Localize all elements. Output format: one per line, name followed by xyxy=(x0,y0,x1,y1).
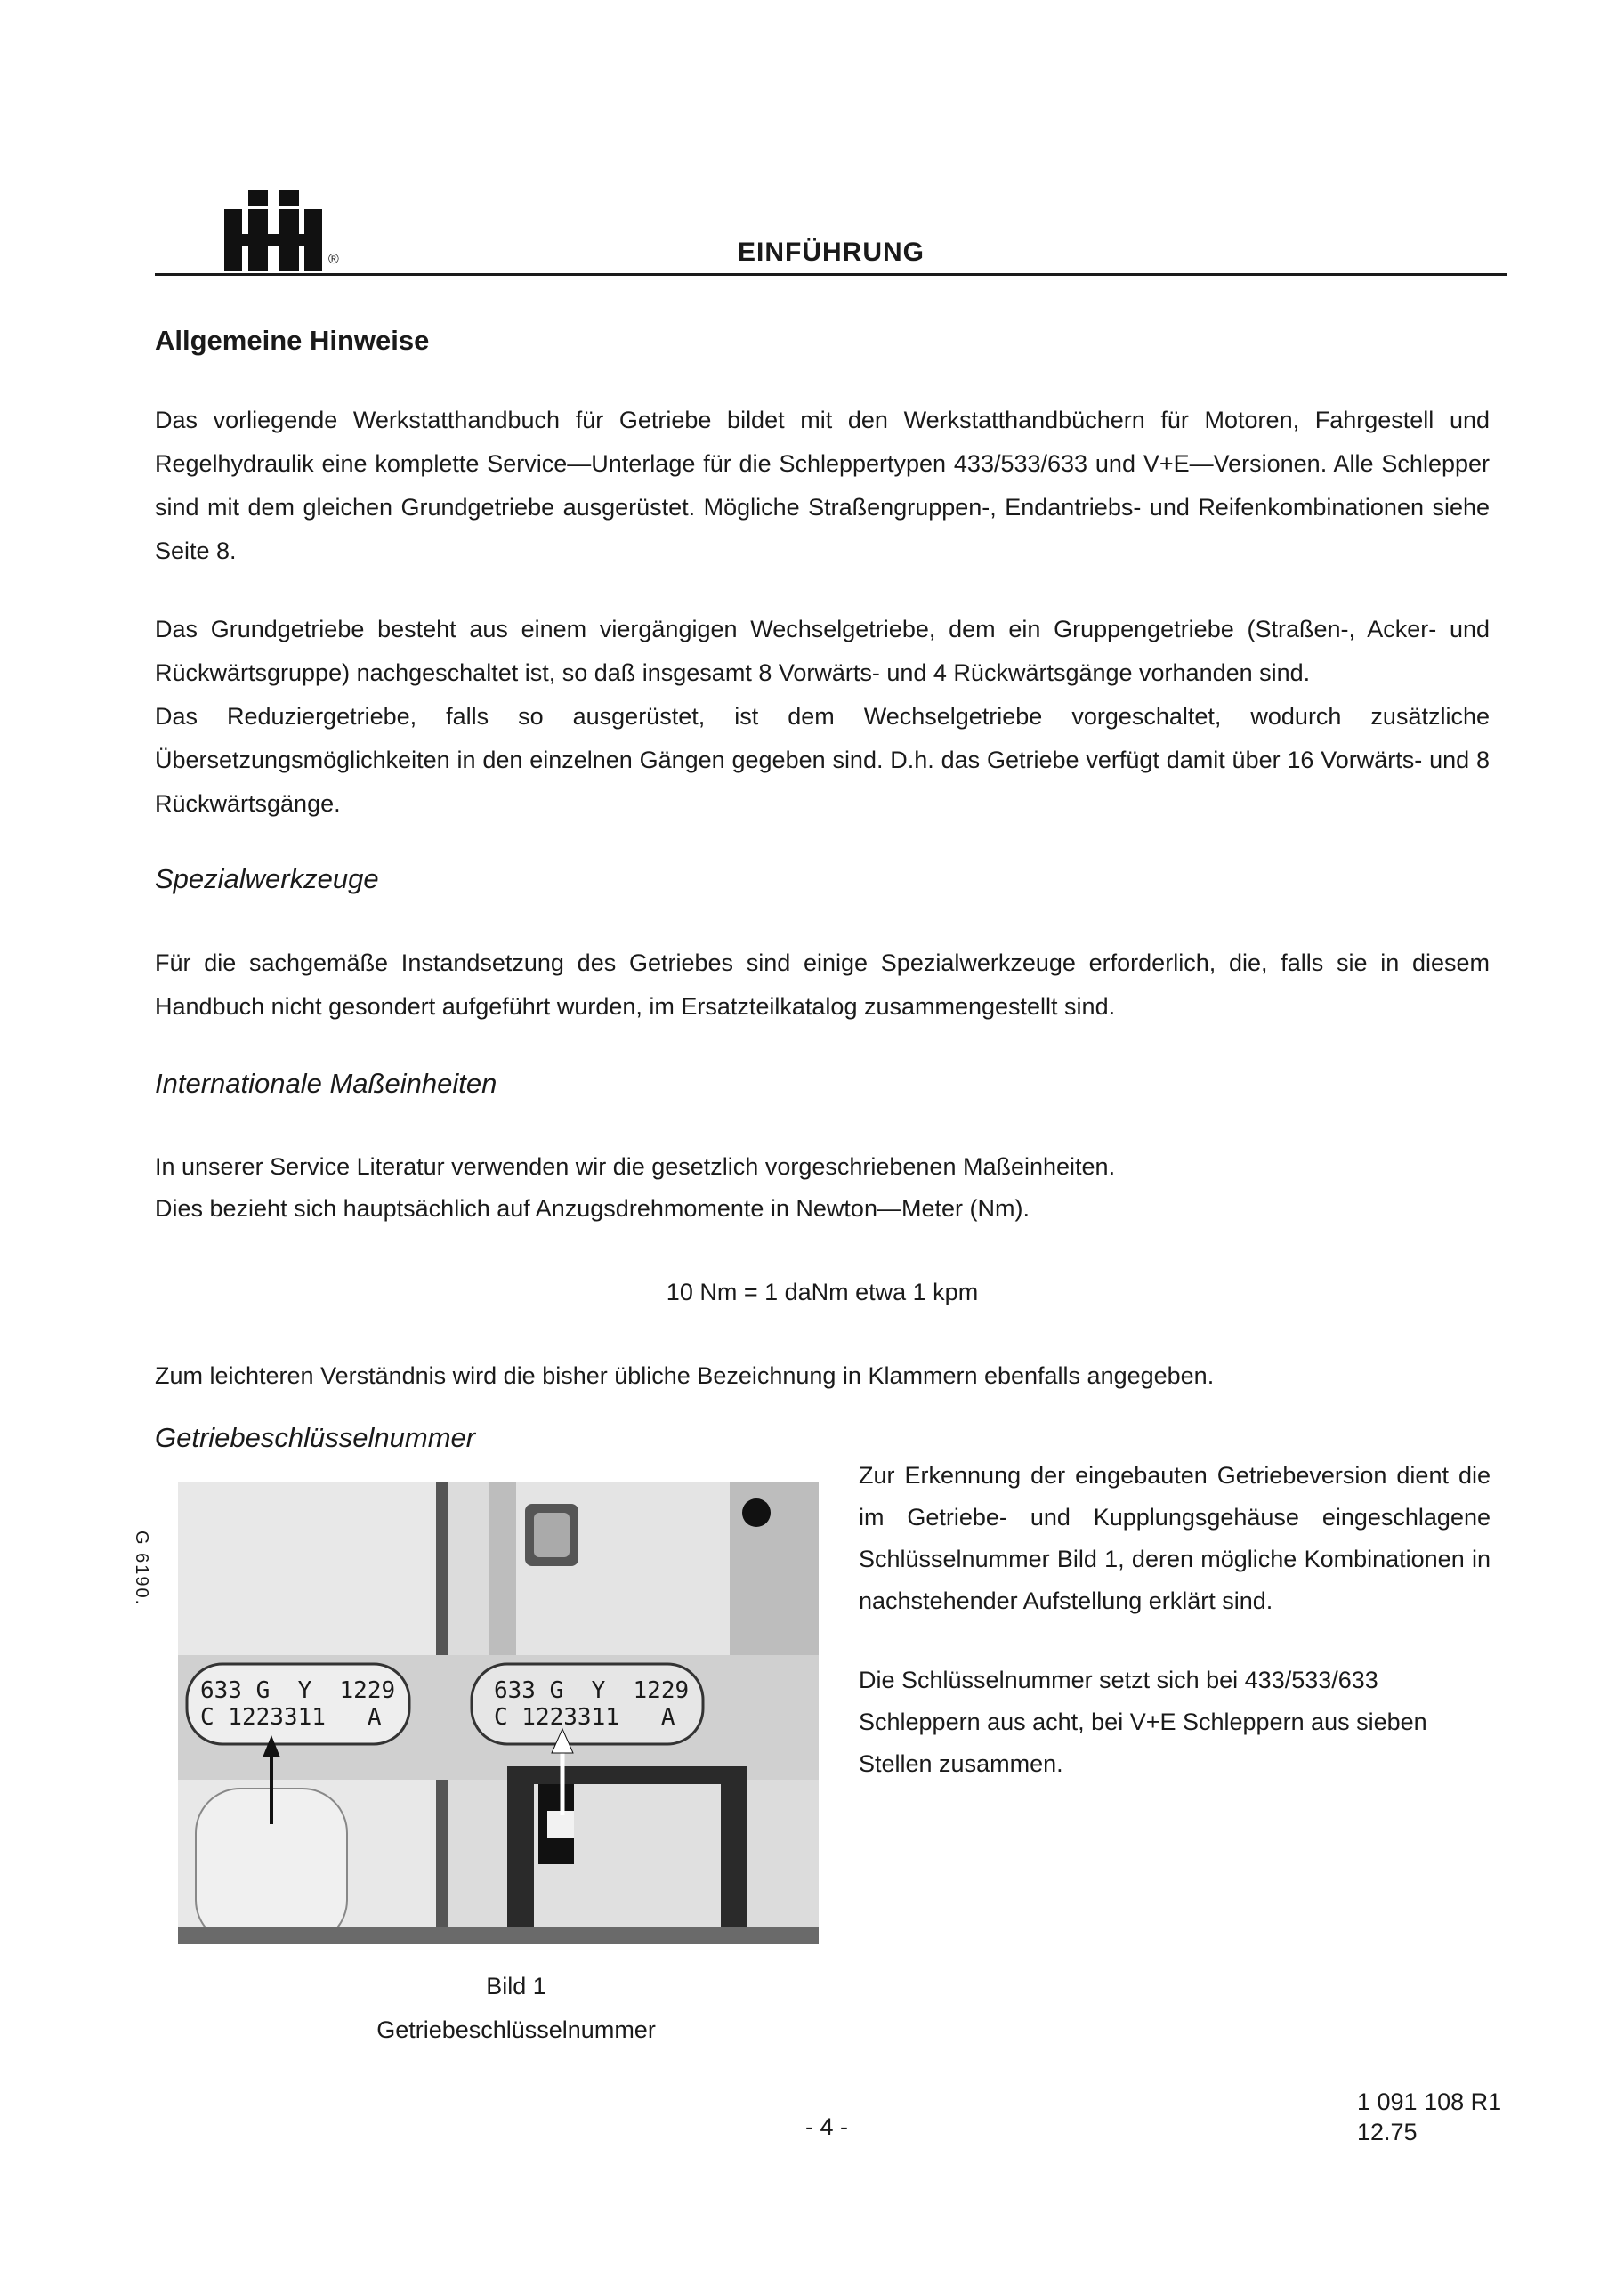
figure-side-code: G 6190. xyxy=(132,1531,151,1607)
units-formula: 10 Nm = 1 daNm etwa 1 kpm xyxy=(666,1279,979,1305)
heading-tools: Spezialwerkzeuge xyxy=(155,863,379,894)
doc-number: 1 091 108 R1 xyxy=(1357,2088,1502,2115)
paragraph-units-1b: Dies bezieht sich hauptsächlich auf Anzugsdrehmomente in Newton—Meter (Nm). xyxy=(155,1195,1030,1222)
caption-line-2: Getriebeschlüsselnummer xyxy=(376,2016,656,2043)
stamp-left-line2: C 1223311 A xyxy=(200,1704,382,1731)
paragraph-keynumber-1: Zur Erkennung der eingebauten Getriebeversion dient die im Getriebe- und Kupplungsgehäuse eingeschlagene Schlüsselnummer Bild 1, deren mögliche Kombinationen in nachstehender Aufstellung erklärt sind. xyxy=(859,1462,1491,1614)
heading-units: Internationale Maßeinheiten xyxy=(155,1068,497,1099)
paragraph-units-1a: In unserer Service Literatur verwenden wir die gesetzlich vorgeschriebenen Maßeinheiten. xyxy=(155,1153,1116,1180)
heading-general: Allgemeine Hinweise xyxy=(155,325,430,356)
paragraph-units-2: Zum leichteren Verständnis wird die bisher übliche Bezeichnung in Klammern ebenfalls angegeben. xyxy=(155,1362,1215,1389)
heading-keynumber: Getriebeschlüsselnummer xyxy=(155,1422,476,1453)
header xyxy=(155,182,1507,280)
doc-date: 12.75 xyxy=(1357,2119,1418,2145)
paragraph-keynumber-2: Die Schlüsselnummer setzt sich bei 433/533/633 Schleppern aus acht, bei V+E Schleppern aus sieben Stellen zusammen. xyxy=(859,1667,1427,1777)
page-title: EINFÜHRUNG xyxy=(738,238,925,267)
paragraph-general-1: Das vorliegende Werkstatthandbuch für Getriebe bildet mit den Werkstatthandbüchern für Motoren, Fahrgestell und Regelhydraulik eine komplette Service—Unterlage für die Schleppertypen 433/533/633 und V+E—Versionen. Alle Schlepper sind mit dem gleichen Grundgetriebe ausgerüstet. Mögliche Straßengruppen-, Endantriebs- und Reifenkombinationen siehe Seite 8. xyxy=(155,407,1490,564)
stamp-right-line2: C 1223311 A xyxy=(494,1704,675,1731)
stamp-right-line1: 633 G Y 1229 xyxy=(494,1677,690,1704)
doc-info xyxy=(1357,2087,1501,2147)
paragraph-general-2a: Das Grundgetriebe besteht aus einem viergängigen Wechselgetriebe, dem ein Gruppengetriebe (Straßen-, Acker- und Rückwärtsgruppe) nachgeschaltet ist, so daß insgesamt 8 Vorwärts- und 4 Rückwärtsgänge vorhanden sind. xyxy=(155,616,1490,686)
stamp-left-line1: 633 G Y 1229 xyxy=(200,1677,396,1704)
page-number: - 4 - xyxy=(805,2113,849,2140)
company-logo xyxy=(217,182,395,276)
caption-line-1: Bild 1 xyxy=(486,1973,546,1999)
header-rule xyxy=(155,273,1507,276)
registered-mark: ® xyxy=(328,252,339,267)
paragraph-tools: Für die sachgemäße Instandsetzung des Getriebes sind einige Spezialwerkzeuge erforderlich, die, falls sie in diesem Handbuch nicht gesondert aufgeführt wurden, im Ersatzteilkatalog zusammengestellt sind. xyxy=(155,949,1490,1020)
paragraph-general-2b: Das Reduziergetriebe, falls so ausgerüstet, ist dem Wechselgetriebe vorgeschaltet, wodurch zusätzliche Übersetzungsmöglichkeiten in den einzelnen Gängen gegeben sind. D.h. das Getriebe verfügt damit über 16 Vorwärts- und 8 Rückwärtsgänge. xyxy=(155,703,1490,817)
figure-caption xyxy=(338,1965,694,2052)
